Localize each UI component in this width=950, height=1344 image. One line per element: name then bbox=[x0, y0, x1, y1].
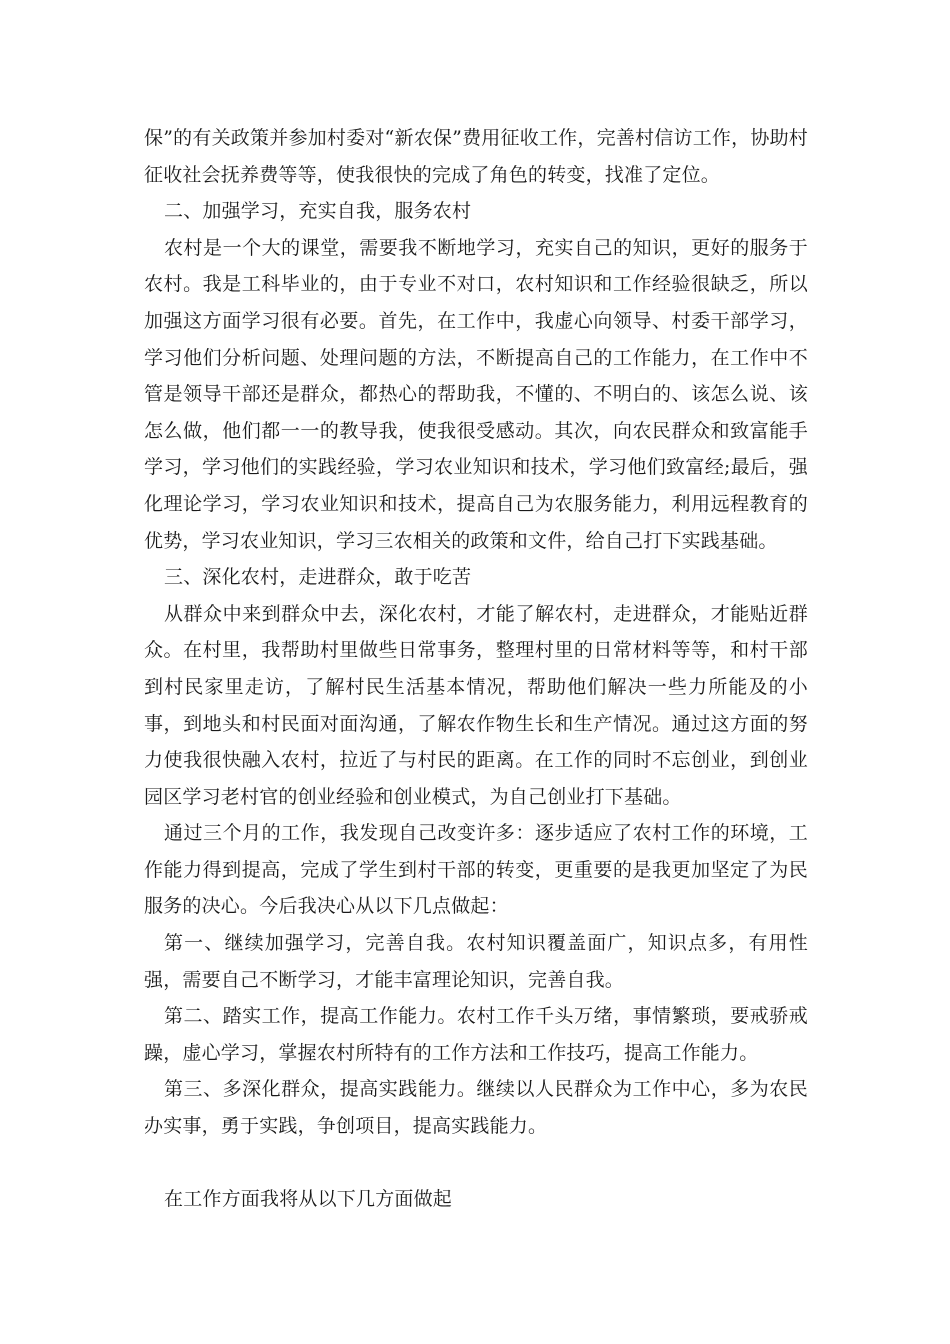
paragraph-work-plan: 在工作方面我将从以下几方面做起 bbox=[164, 1187, 453, 1210]
paragraph-point-1: 第一、继续加强学习，完善自我。农村知识覆盖面广，知识点多，有用性强，需要自己不断学习，才能丰富理论知识，完善自我。 bbox=[144, 932, 808, 991]
paragraph-continuation: 保”的有关政策并参加村委对“新农保”费用征收工作，完善村信访工作，协助村征收社会抚养费等等，使我很快的完成了角色的转变，找准了定位。 bbox=[144, 127, 808, 186]
paragraph-learning: 农村是一个大的课堂，需要我不断地学习，充实自己的知识，更好的服务于农村。我是工科毕业的，由于专业不对口，农村知识和工作经验很缺乏，所以加强这方面学习很有必要。首先，在工作中，我虚心向领导、村委干部学习，学习他们分析问题、处理问题的方法，不断提高自己的工作能力，在工作中不管是领导干部还是群众，都热心的帮助我，不懂的、不明白的、该怎么说、该怎么做，他们都一一的教导我，使我很受感动。其次，向农民群众和致富能手学习，学习他们的实践经验，学习农业知识和技术，学习他们致富经;最后，强化理论学习，学习农业知识和技术，提高自己为农服务能力，利用远程教育的优势，学习农业知识，学习三农相关的政策和文件，给自己打下实践基础。 bbox=[144, 236, 808, 552]
section-heading-2: 二、加强学习，充实自我，服务农村 bbox=[164, 200, 472, 223]
paragraph-summary: 通过三个月的工作，我发现自己改变许多：逐步适应了农村工作的环境，工作能力得到提高，完成了学生到村干部的转变，更重要的是我更加坚定了为民服务的决心。今后我决心从以下几点做起： bbox=[144, 822, 808, 918]
paragraph-point-3: 第三、多深化群众，提高实践能力。继续以人民群众为工作中心，多为农民办实事，勇于实践，争创项目，提高实践能力。 bbox=[144, 1078, 808, 1138]
blank-line bbox=[144, 1145, 808, 1181]
section-heading-3: 三、深化农村，走进群众，敢于吃苦 bbox=[164, 566, 472, 589]
paragraph-point-2: 第二、踏实工作，提高工作能力。农村工作千头万绪，事情繁琐，要戒骄戒躁，虚心学习，掌握农村所特有的工作方法和工作技巧，提高工作能力。 bbox=[144, 1005, 808, 1064]
document-body bbox=[144, 120, 808, 1217]
paragraph-masses: 从群众中来到群众中去，深化农村，才能了解农村，走进群众，才能贴近群众。在村里，我帮助村里做些日常事务，整理村里的日常材料等等，和村干部到村民家里走访，了解村民生活基本情况，帮助他们解决一些力所能及的小事，到地头和村民面对面沟通，了解农作物生长和生产情况。通过这方面的努力使我很快融入农村，拉近了与村民的距离。在工作的同时不忘创业，到创业园区学习老村官的创业经验和创业模式，为自己创业打下基础。 bbox=[144, 602, 808, 808]
